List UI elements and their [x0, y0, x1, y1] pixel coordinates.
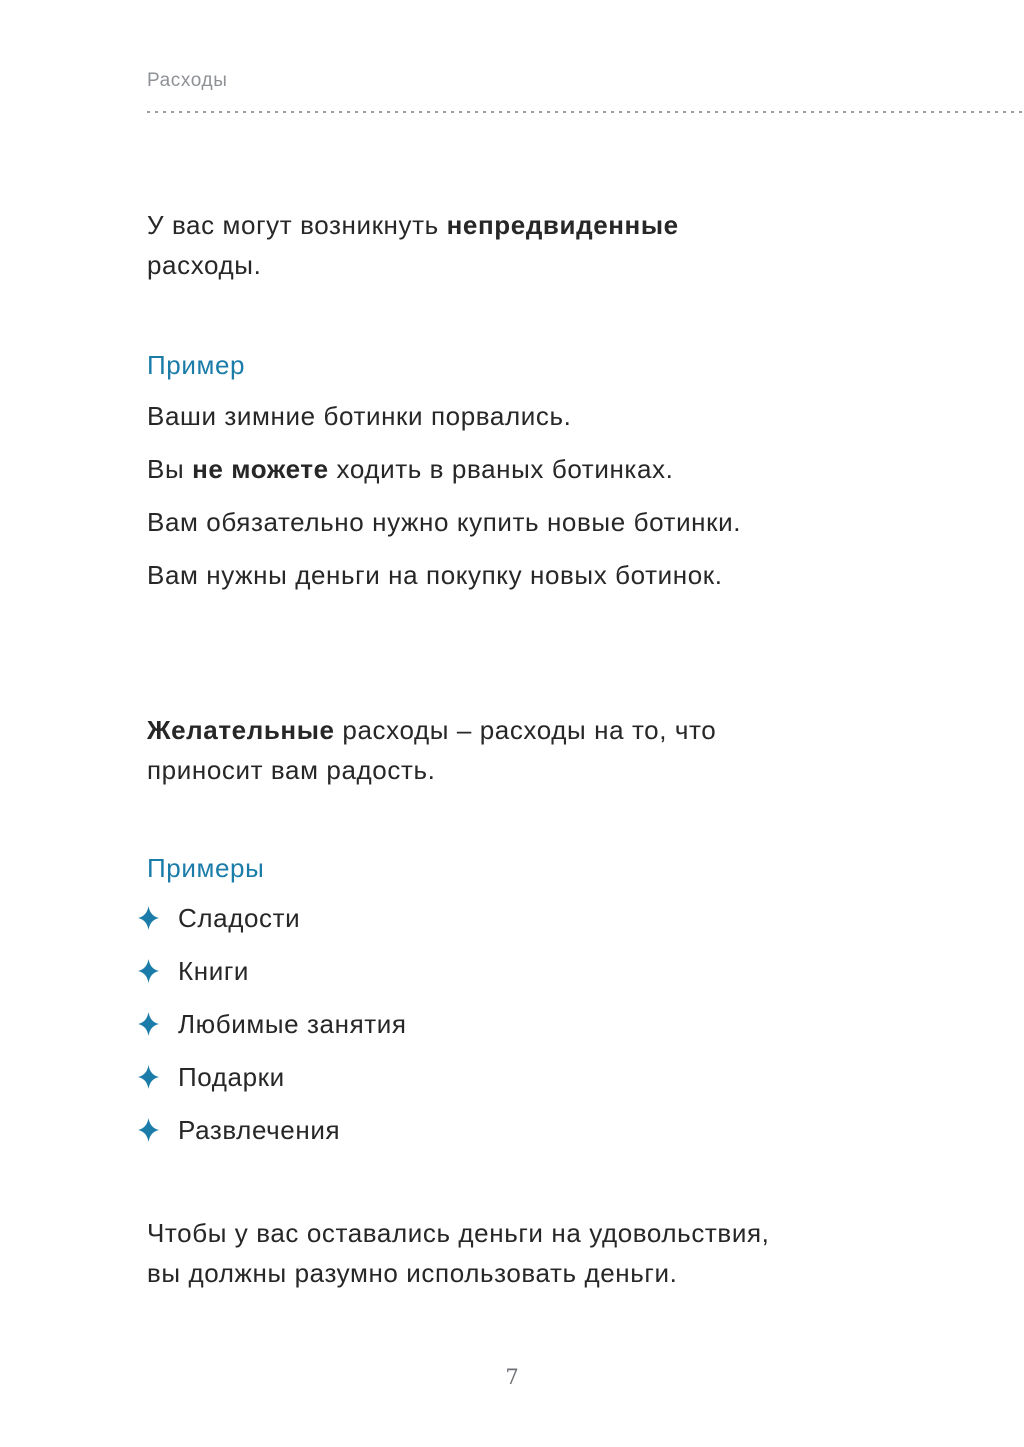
example-sentence-1: Ваши зимние ботинки порвались. [147, 401, 572, 431]
example-sentence-4: Вам нужны деньги на покупку новых ботинок. [147, 560, 723, 590]
bold-term: не можете [192, 454, 329, 484]
examples-heading: Примеры [147, 853, 265, 883]
intro-line-1: У вас могут возникнуть непредвиденные [147, 210, 679, 240]
intro-line-2: расходы. [147, 250, 262, 280]
intro-paragraph [147, 205, 679, 285]
list-item [138, 1004, 407, 1044]
dotted-divider [147, 111, 1024, 113]
four-pointed-star-icon [138, 906, 159, 930]
bold-term: Желательные [147, 715, 335, 745]
list-item-label: Любимые занятия [178, 1008, 407, 1039]
example-sentence-2: Вы не можете ходить в рваных ботинках. [147, 454, 674, 484]
list-item [138, 951, 407, 991]
four-pointed-star-icon [138, 1065, 159, 1089]
list-item-label: Подарки [178, 1061, 285, 1092]
running-header-title: Расходы [147, 70, 228, 91]
four-pointed-star-icon [138, 1118, 159, 1142]
four-pointed-star-icon [138, 959, 159, 983]
page-number: 7 [505, 1365, 519, 1389]
desirable-paragraph [147, 710, 716, 790]
desirable-line-1: Желательные расходы – расходы на то, что [147, 715, 717, 745]
conclusion-line-2: вы должны разумно использовать деньги. [147, 1258, 678, 1288]
list-item-label: Сладости [178, 902, 301, 933]
list-item [138, 1110, 407, 1150]
four-pointed-star-icon [138, 1012, 159, 1036]
list-item [138, 898, 407, 938]
example-heading: Пример [147, 350, 246, 380]
list-item-label: Книги [178, 955, 250, 986]
examples-list [138, 898, 407, 1163]
desirable-line-2: приносит вам радость. [147, 755, 436, 785]
bold-term: непредвиденные [446, 210, 679, 240]
list-item [138, 1057, 407, 1097]
example-sentence-3: Вам обязательно нужно купить новые ботинки. [147, 507, 742, 537]
conclusion-paragraph [147, 1213, 769, 1293]
conclusion-line-1: Чтобы у вас оставались деньги на удовольствия, [147, 1218, 770, 1248]
list-item-label: Развлечения [178, 1114, 341, 1145]
